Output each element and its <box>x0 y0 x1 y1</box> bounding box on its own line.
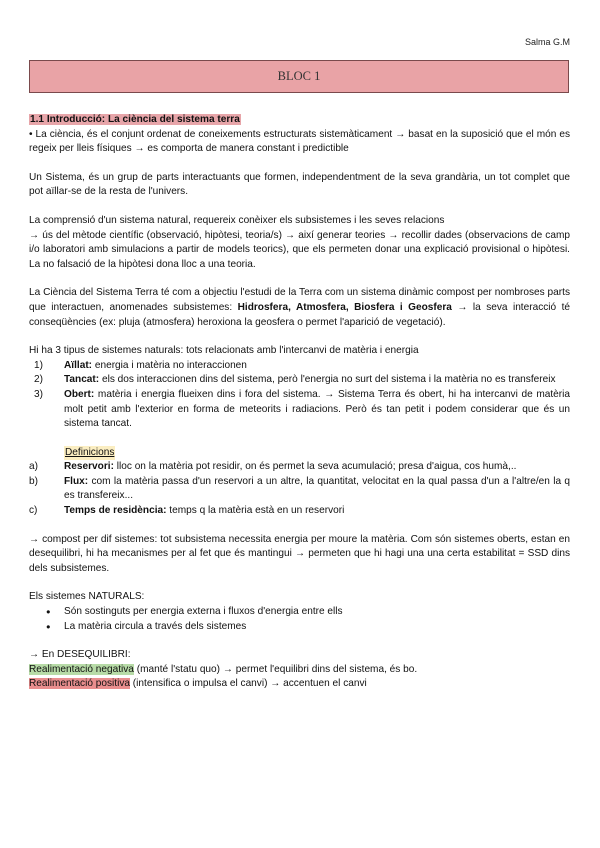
list-item: ● Són sostinguts per energia externa i fluxos d'energia entre ells <box>29 605 570 620</box>
composition-paragraph: → compost per dif sistemes: tot subsistema necessita energia per moure la matèria. Com són sistemes oberts, estan en desequilibri, hi ha mecanismes per al fet que és mantingui → permeten que hi hagi una una certa estabilitat = SSD dins dels subsistemes. <box>29 533 570 574</box>
definition-text: lloc on la matèria pot residir, on és permet la seva acumulació; presa d'aigua, cos humà,.. <box>113 461 517 473</box>
system-type-item: 1) Aïllat: energia i matèria no interaccionen <box>34 359 247 371</box>
system-definition: Un Sistema, és un grup de parts interactuants que formen, independentment de la seva grandària, un tot complet que pot aïllar-se de la resta de l'univers. <box>29 171 570 198</box>
definition-term: Flux: <box>64 475 89 487</box>
document-body <box>29 113 570 692</box>
definitions-title: Definicions <box>64 446 115 461</box>
system-type-item: 2) Tancat: els dos interaccionen dins del sistema, però l'energia no surt del sistema i la matèria no es transfereix <box>34 374 556 386</box>
subsystems-list: Hidrosfera, Atmosfera, Biosfera i Geosfera <box>237 301 452 313</box>
scientific-method-paragraph: → ús del mètode científic (observació, hipòtesi, teoria/s) → així generar teories → recollir dades (observacions de camp i/o laboratori amb simulacions a partir de models teorics), que els permeten donar una explicació provisional o hipòtesi. La no falsació de la hipòtesi dona lloc a una teoria. <box>29 229 570 270</box>
bloc-title: BLOC 1 <box>277 69 321 83</box>
bloc-banner <box>29 60 569 93</box>
definition-text: com la matèria passa d'un reservori a un altre, la quantitat, velocitat en la qual passa d'un a l'altre/en la q es transfereix... <box>64 475 570 502</box>
system-type-term: Aïllat: <box>64 359 93 371</box>
definitions-list <box>29 460 570 518</box>
section-title: 1.1 Introducció: La ciència del sistema terra <box>30 114 240 125</box>
natural-systems-title: Els sistemes NATURALS: <box>29 591 145 603</box>
positive-feedback-text: (intensifica o impulsa el canvi) → accentuen el canvi <box>130 678 367 690</box>
definition-text: temps q la matèria està en un reservori <box>166 505 345 517</box>
definition-term: Temps de residència: <box>64 505 167 517</box>
earth-system-text-a: La Ciència del Sistema Terra té com a objectiu l'estudi de la Terra com un sistema dinàmic compost per nombroses parts que interactuen, anomenades subsistemes: <box>29 287 570 313</box>
definitions-block <box>29 446 570 461</box>
positive-feedback-line <box>29 677 570 692</box>
earth-system-science-paragraph <box>29 286 570 330</box>
earth-system-text-b: → la seva interacció té conseqüències (ex: pluja (atmosfera) heroxiona la geosfera o permet l'aparició de vegetació). <box>29 301 570 328</box>
system-type-text: energia i matèria no interaccionen <box>92 359 247 371</box>
section-heading-line <box>29 113 570 128</box>
definition-item: b) Flux: com la matèria passa d'un reservori a un altre, la quantitat, velocitat en la qual passa d'un a l'altre/en la q es transfereix... <box>29 475 570 502</box>
system-type-term: Obert: <box>64 388 95 400</box>
definition-item: c) Temps de residència: temps q la matèria està en un reservori <box>29 505 345 517</box>
comprehension-line: La comprensió d'un sistema natural, requereix conèixer els subsistemes i les seves relacions <box>29 214 445 226</box>
negative-feedback-text: (manté l'statu quo) → permet l'equilibri dins del sistema, és bo. <box>133 663 418 675</box>
definition-item: a) Reservori: lloc on la matèria pot residir, on és permet la seva acumulació; presa d'aigua, cos humà,.. <box>29 461 517 473</box>
system-type-term: Tancat: <box>64 374 100 386</box>
system-types-intro: Hi ha 3 tipus de sistemes naturals: tots relacionats amb l'intercanvi de matèria i energia <box>29 345 419 357</box>
system-types-list <box>29 359 570 432</box>
negative-feedback-label: Realimentació negativa <box>29 663 134 675</box>
science-definition: • La ciència, és el conjunt ordenat de coneixements estructurats sistemàticament → basat en la suposició que el món es regeix per lleis físiques → es comporta de manera constant i predictible <box>29 128 570 155</box>
natural-systems-list <box>29 605 570 634</box>
system-type-item: 3) Obert: matèria i energia flueixen dins i fora del sistema. → Sistema Terra és obert, hi ha intercanvi de matèria molt petit amb l'exterior en forma de meteorits i radiacions. Però és tan petit i podem considerar que és un sistema tancat. <box>34 388 570 430</box>
list-item: ● La matèria circula a través dels sistemes <box>29 620 570 635</box>
system-type-text: els dos interaccionen dins del sistema, però l'energia no surt del sistema i la matèria no es transfereix <box>99 374 556 386</box>
positive-feedback-label: Realimentació positiva <box>29 678 130 690</box>
author-name: Salma G.M <box>524 37 570 47</box>
definition-term: Reservori: <box>64 461 114 473</box>
negative-feedback-line <box>29 663 570 678</box>
system-type-text: matèria i energia flueixen dins i fora del sistema. → Sistema Terra és obert, hi ha intercanvi de matèria molt petit amb l'exterior en forma de meteorits i radiacions. Però és tan petit i podem considerar que és un sistema tancat. <box>64 388 570 430</box>
disequilibrium-title: → En DESEQUILIBRI: <box>29 649 131 661</box>
